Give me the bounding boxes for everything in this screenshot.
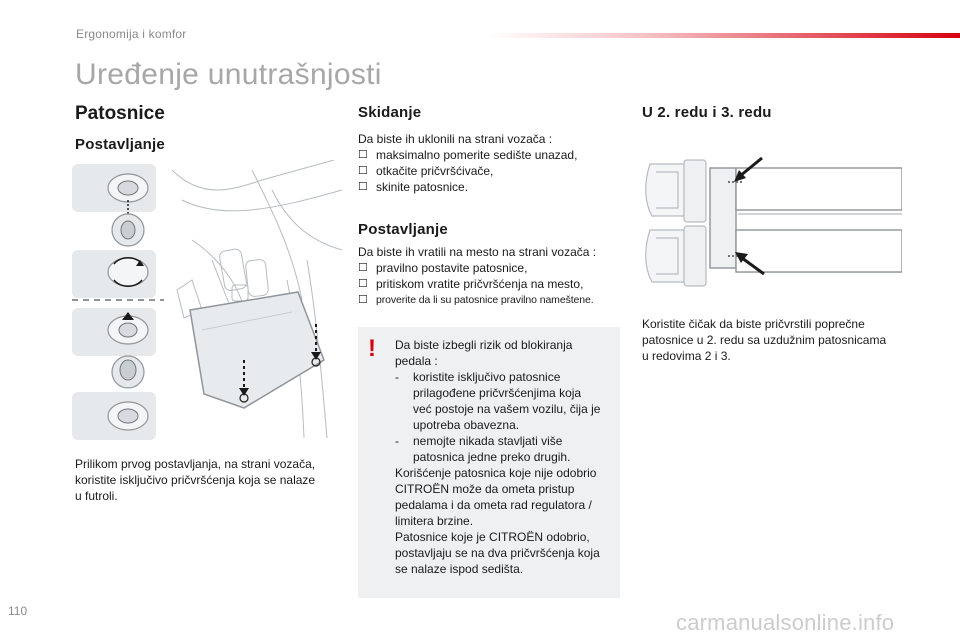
rear-row-mats-illustration (640, 152, 902, 287)
heading-skidanje: Skidanje (358, 104, 422, 121)
install-steps-list (358, 260, 626, 308)
checkbox-bullet-icon: ☐ (358, 149, 368, 161)
removal-steps-list (358, 147, 620, 195)
heading-rows-2-3: U 2. redu i 3. redu (642, 104, 772, 121)
exclamation-icon: ! (368, 335, 376, 362)
warning-text: Da biste izbegli rizik od blokiranja pedala : - koristite isključivo patosnice prilagođene pričvršćenjima koja već postoje na vašem vozilu, čija je upotreba obavezna. - nemojte nikada stavljati više patosnica jedne preko drugih. Korišćenje patosnica koje nije odobrio CITROËN može da ometa pristup pedalama i da ometa rad regulatora / limitera brzine. Patosnice koje je CITROËN odobrio, postavljaju se na dva pričvršćenja koja se nalaze ispod sedišta. (395, 338, 601, 576)
watermark: carmanualsonline.info (676, 610, 895, 635)
checkbox-bullet-icon: ☐ (358, 262, 368, 274)
list-item: ☐ pritiskom vratite pričvršćenja na mesto, (358, 277, 584, 291)
floor-mat-fastening-illustration (72, 160, 344, 444)
heading-postavljanje-2: Postavljanje (358, 221, 448, 238)
checkbox-bullet-icon: ☐ (358, 278, 368, 290)
section-label: Ergonomija i komfor (76, 27, 187, 41)
checkbox-bullet-icon: ☐ (358, 294, 368, 306)
heading-patosnice: Patosnice (75, 103, 165, 124)
checkbox-bullet-icon: ☐ (358, 181, 368, 193)
page-title: Uređenje unutrašnjosti (75, 58, 382, 91)
install-intro: Da biste ih vratili na mesto na strani vozača : (358, 245, 597, 259)
list-item: ☐ skinite patosnice. (358, 180, 469, 194)
header-accent-bar (488, 33, 960, 38)
list-item: ☐ pravilno postavite patosnice, (358, 261, 528, 275)
removal-intro: Da biste ih uklonili na strani vozača : (358, 132, 553, 146)
page-number: 110 (8, 604, 28, 618)
velcro-note: Koristite čičak da biste pričvrstili poprečne patosnice u 2. redu sa uzdužnim patosnicama u redovima 2 i 3. (642, 317, 887, 363)
list-item: ☐ otkačite pričvršćivače, (358, 164, 494, 178)
list-item: ☐ proverite da li su patosnice pravilno nameštene. (358, 294, 594, 306)
list-item: ☐ maksimalno pomerite sedište unazad, (358, 148, 578, 162)
first-install-note: Prilikom prvog postavljanja, na strani vozača, koristite isključivo pričvršćenja koja se nalaze u futroli. (75, 457, 316, 503)
checkbox-bullet-icon: ☐ (358, 165, 368, 177)
subheading-postavljanje: Postavljanje (75, 136, 165, 153)
